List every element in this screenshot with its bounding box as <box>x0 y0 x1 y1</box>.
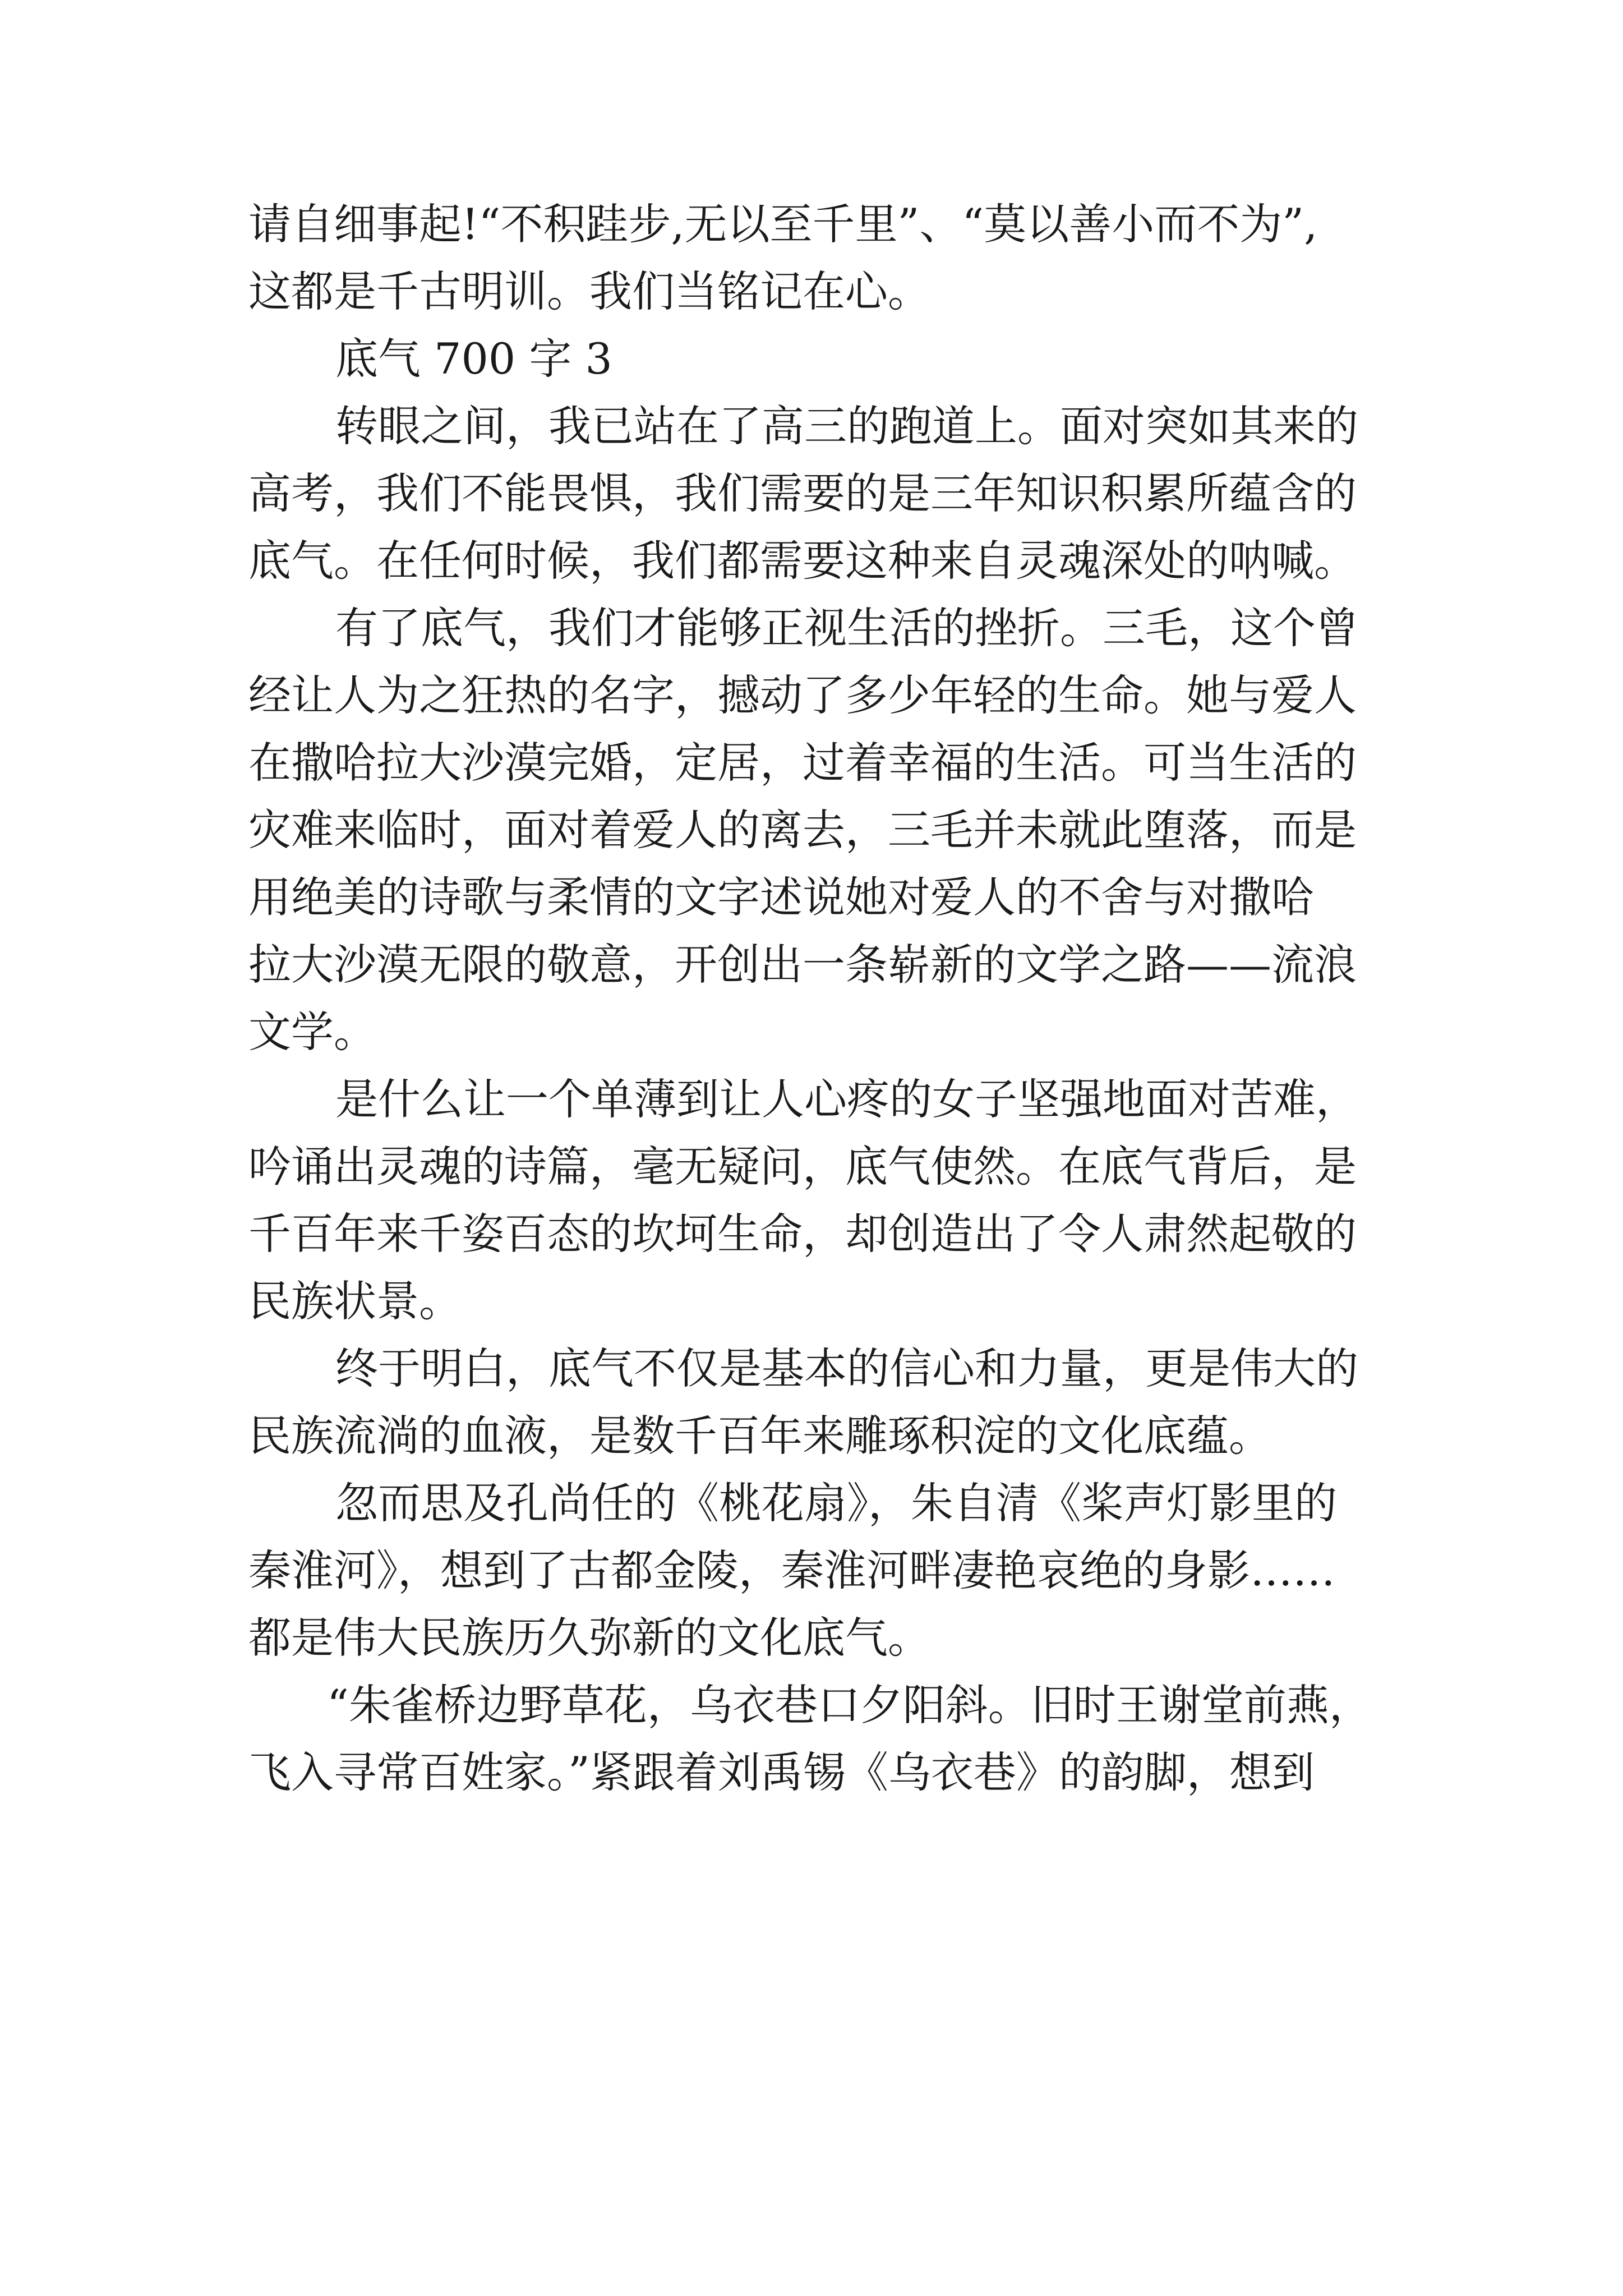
section-title: 底气 700 字 3 <box>335 334 612 384</box>
text-line: 飞入寻常百姓家。”紧跟着刘禹锡《乌衣巷》的韵脚，想到 <box>248 1747 1315 1797</box>
text-line: 请自细事起!“不积跬步,无以至千里”、“莫以善小而不为”, <box>248 199 1318 249</box>
text-line: 文学。 <box>248 1007 376 1057</box>
text-line: 转眼之间，我已站在了高三的跑道上。面对突如其来的 <box>335 401 1358 451</box>
text-line: 民族状景。 <box>248 1276 462 1326</box>
text-line: 用绝美的诗歌与柔情的文字述说她对爱人的不舍与对撒哈 <box>248 872 1314 922</box>
text-line: 高考，我们不能畏惧，我们需要的是三年知识积累所蕴含的 <box>248 468 1357 518</box>
text-line: 有了底气，我们才能够正视生活的挫折。三毛，这个曾 <box>335 603 1358 653</box>
text-line: 民族流淌的血液，是数千百年来雕琢积淀的文化底蕴。 <box>248 1411 1271 1461</box>
text-line: 终于明白，底气不仅是基本的信心和力量，更是伟大的 <box>335 1343 1358 1393</box>
text-line: 灾难来临时，面对着爱人的离去，三毛并未就此堕落，而是 <box>248 805 1357 855</box>
text-line: 忽而思及孔尚任的《桃花扇》，朱自清《桨声灯影里的 <box>335 1478 1337 1528</box>
text-line: 是什么让一个单薄到让人心疼的女子坚强地面对苦难， <box>335 1074 1358 1124</box>
document-body <box>248 191 1437 1806</box>
text-line: 吟诵出灵魂的诗篇，毫无疑问，底气使然。在底气背后，是 <box>248 1142 1357 1191</box>
text-line: 都是伟大民族历久弥新的文化底气。 <box>248 1613 930 1663</box>
text-line: 千百年来千姿百态的坎坷生命，却创造出了令人肃然起敬的 <box>248 1209 1357 1259</box>
text-line: 底气。在任何时候，我们都需要这种来自灵魂深处的呐喊。 <box>248 536 1357 586</box>
text-line: 秦淮河》，想到了古都金陵，秦淮河畔凄艳哀绝的身影…… <box>248 1545 1335 1595</box>
text-line: “朱雀桥边野草花，乌衣巷口夕阳斜。旧时王谢堂前燕， <box>327 1680 1372 1730</box>
text-line: 这都是千古明训。我们当铭记在心。 <box>248 266 930 316</box>
text-line: 在撒哈拉大沙漠完婚，定居，过着幸福的生活。可当生活的 <box>248 738 1357 788</box>
text-line: 拉大沙漠无限的敬意，开创出一条崭新的文学之路——流浪 <box>248 940 1357 990</box>
text-line: 经让人为之狂热的名字，撼动了多少年轻的生命。她与爱人 <box>248 670 1357 720</box>
